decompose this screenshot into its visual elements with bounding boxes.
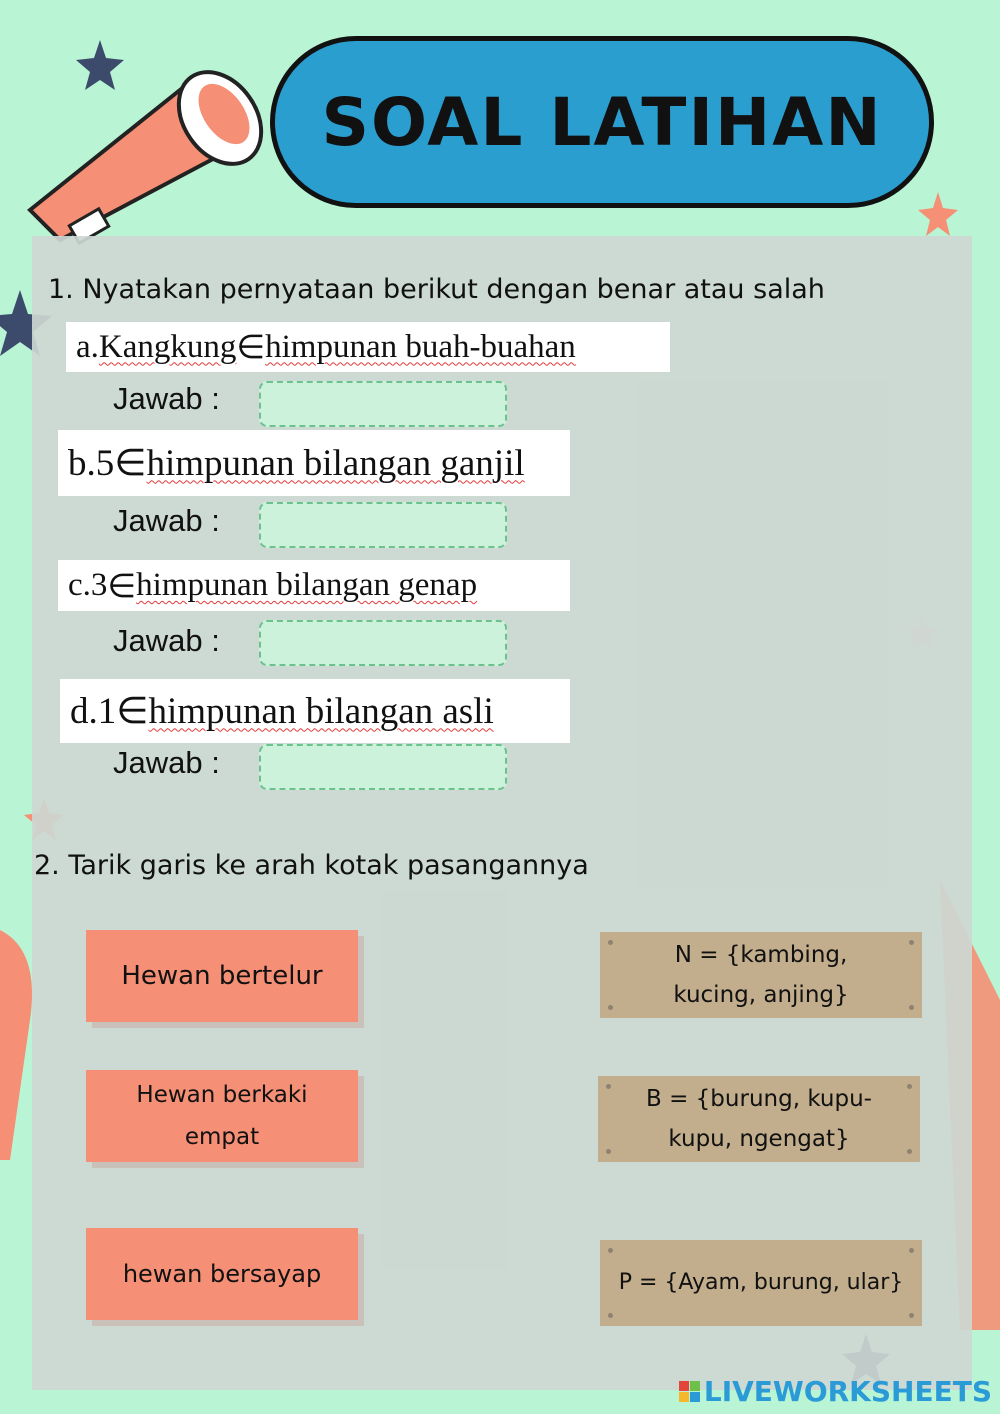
statement-b-rest: himpunan bilangan ganjil bbox=[146, 442, 525, 484]
star-icon bbox=[76, 40, 124, 90]
match-left-card-3[interactable]: hewan bersayap bbox=[86, 1228, 358, 1320]
pin-dot bbox=[606, 1084, 611, 1089]
answer-input-b[interactable] bbox=[259, 502, 507, 548]
brand-text: LIVEWORKSHEETS bbox=[703, 1375, 992, 1408]
statement-b bbox=[58, 430, 570, 496]
element-of-symbol: ∈ bbox=[114, 443, 147, 484]
pin-dot bbox=[608, 940, 613, 945]
page-title: SOAL LATIHAN bbox=[321, 83, 883, 161]
statement-d-subject: 1 bbox=[97, 690, 117, 732]
match-right-card-3[interactable] bbox=[600, 1240, 922, 1326]
element-of-symbol: ∈ bbox=[107, 568, 137, 605]
answer-input-a[interactable] bbox=[259, 381, 507, 427]
answer-input-c[interactable] bbox=[259, 620, 507, 666]
match-left-card-1[interactable]: Hewan bertelur bbox=[86, 930, 358, 1022]
question-2-heading: 2. Tarik garis ke arah kotak pasangannya bbox=[34, 850, 589, 881]
element-of-symbol: ∈ bbox=[236, 330, 266, 366]
statement-a-prefix: a. bbox=[76, 328, 99, 365]
statement-c-rest: himpunan bilangan genap bbox=[136, 567, 478, 603]
match-left-card-2[interactable]: Hewan berkaki empat bbox=[86, 1070, 358, 1162]
liveworksheets-logo-icon bbox=[679, 1381, 700, 1402]
liveworksheets-brand[interactable] bbox=[679, 1375, 992, 1408]
megaphone-icon bbox=[30, 56, 278, 243]
pin-dot bbox=[608, 1248, 613, 1253]
pin-dot bbox=[907, 1149, 912, 1154]
statement-b-prefix: b. bbox=[68, 442, 96, 484]
pin-dot bbox=[909, 1248, 914, 1253]
statement-b-subject: 5 bbox=[95, 442, 115, 484]
question-1-heading: 1. Nyatakan pernyataan berikut dengan benar atau salah bbox=[48, 274, 825, 305]
pin-dot bbox=[907, 1084, 912, 1089]
statement-c-subject: 3 bbox=[90, 567, 108, 603]
match-right-card-3-text: P = {Ayam, burung, ular} bbox=[618, 1270, 904, 1295]
answer-input-d[interactable] bbox=[259, 744, 507, 790]
answer-label-a: Jawab : bbox=[113, 381, 220, 416]
statement-d-prefix: d. bbox=[70, 690, 98, 732]
pin-dot bbox=[606, 1149, 611, 1154]
pin-dot bbox=[909, 940, 914, 945]
pin-dot bbox=[608, 1313, 613, 1318]
statement-d-rest: himpunan bilangan asli bbox=[148, 690, 494, 732]
answer-label-d: Jawab : bbox=[113, 745, 220, 780]
statement-a-subject: Kangkung bbox=[98, 328, 237, 365]
pin-dot bbox=[909, 1005, 914, 1010]
statement-a bbox=[66, 322, 670, 372]
element-of-symbol: ∈ bbox=[116, 691, 149, 732]
title-banner bbox=[270, 36, 934, 208]
match-right-card-2[interactable] bbox=[598, 1076, 920, 1162]
answer-label-c: Jawab : bbox=[113, 623, 220, 658]
answer-label-b: Jawab : bbox=[113, 503, 220, 538]
match-right-card-1-text: N = {kambing, kucing, anjing} bbox=[673, 942, 849, 1008]
statement-a-rest: himpunan buah-buahan bbox=[265, 328, 576, 365]
pin-dot bbox=[608, 1005, 613, 1010]
statement-c bbox=[58, 560, 570, 611]
statement-c-prefix: c. bbox=[68, 567, 91, 603]
match-right-card-2-text: B = {burung, kupu-kupu, ngengat} bbox=[646, 1086, 872, 1152]
statement-d bbox=[60, 679, 570, 743]
star-icon bbox=[918, 192, 958, 236]
match-right-card-1[interactable] bbox=[600, 932, 922, 1018]
pin-dot bbox=[909, 1313, 914, 1318]
